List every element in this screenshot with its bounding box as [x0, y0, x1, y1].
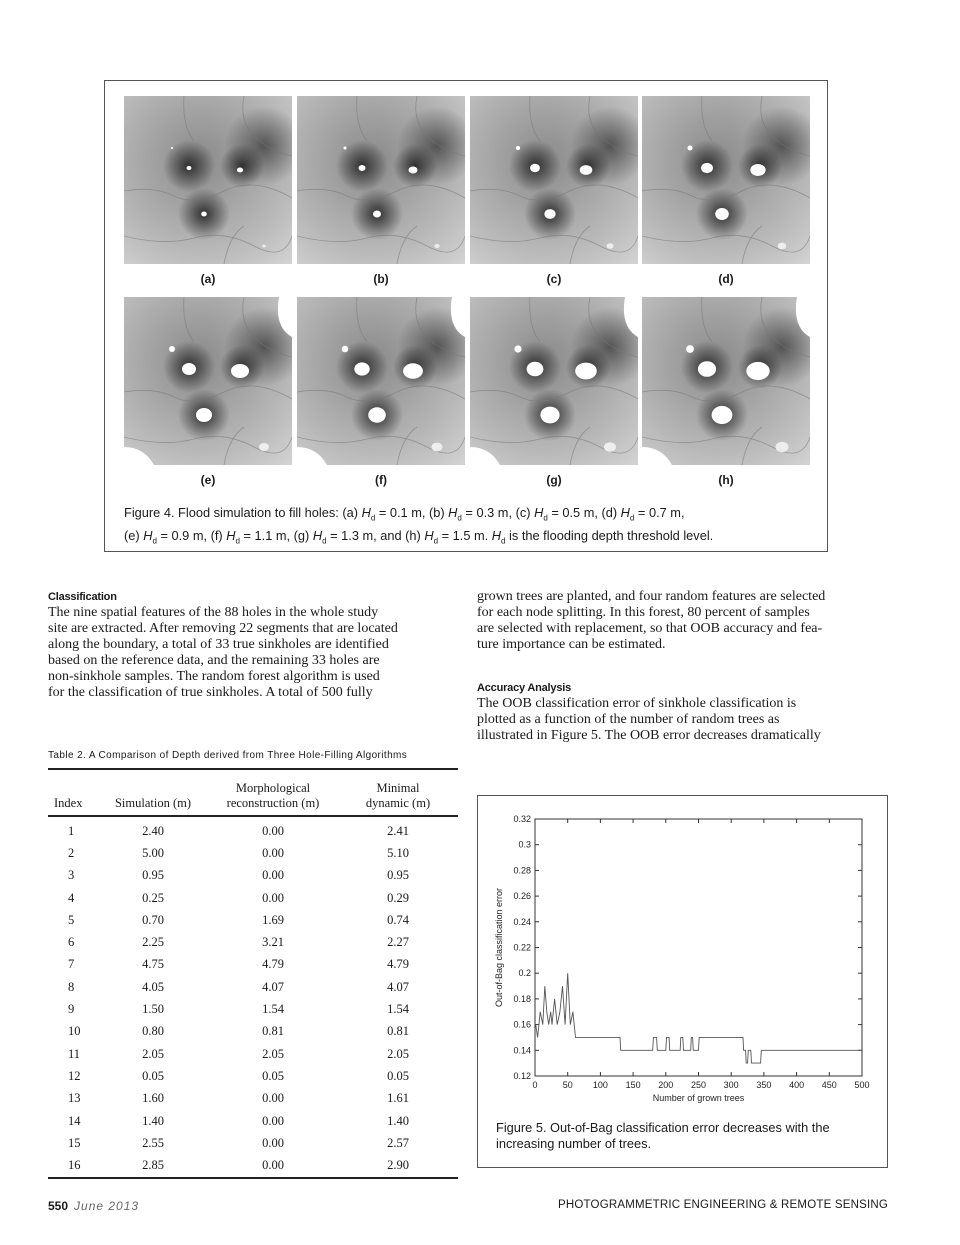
panel-label: (a)	[200, 272, 216, 286]
table-cell: 15	[68, 1135, 81, 1150]
x-tick-label: 100	[592, 1080, 608, 1090]
table-cell: 0.29	[387, 890, 409, 905]
table-row	[48, 1021, 458, 1043]
table-cell: 1.40	[387, 1113, 409, 1128]
table-cell: 0.00	[262, 845, 284, 860]
table-cell: 3	[68, 868, 75, 883]
flood-panel	[470, 96, 638, 264]
table-cell: 1.54	[387, 1002, 409, 1017]
table-cell: 0.00	[262, 868, 284, 883]
text-line: non-sinkhole samples. The random forest algorithm is used	[48, 669, 380, 684]
table-cell: 8	[68, 979, 75, 994]
caption-line: increasing number of trees.	[496, 1136, 652, 1151]
classification-paragraph	[48, 605, 460, 701]
table-cell: 12	[68, 1068, 81, 1083]
y-tick-label: 0.3	[518, 839, 531, 850]
y-tick-label: 0.12	[513, 1071, 531, 1081]
x-tick-label: 250	[690, 1080, 707, 1090]
flood-panel	[297, 96, 465, 264]
table-cell: 0.05	[142, 1068, 164, 1083]
table-cell: 0.00	[262, 823, 284, 838]
y-tick-label: 0.28	[513, 865, 531, 876]
table-row	[48, 909, 458, 931]
footer-left	[48, 1199, 139, 1213]
table-cell: 1.40	[142, 1113, 164, 1128]
table-cell: 0.70	[142, 912, 164, 927]
accuracy-analysis-heading: Accuracy Analysis	[477, 682, 572, 694]
x-axis-label: Number of grown trees	[652, 1093, 745, 1103]
table-row	[48, 1132, 458, 1154]
table-cell: 5.00	[142, 845, 164, 860]
text-line: plotted as a function of the number of random trees as	[477, 712, 780, 727]
x-tick-label: 50	[562, 1080, 573, 1090]
text-line: grown trees are planted, and four random features are selected	[477, 589, 826, 604]
table-cell: 2.25	[142, 935, 164, 950]
table-2-title: Table 2. A Comparison of Depth derived from Three Hole-Filling Algorithms	[48, 750, 408, 761]
table-cell: 2.40	[142, 823, 164, 838]
table-row	[48, 816, 458, 842]
table-2	[48, 768, 458, 1179]
table-cell: 4.75	[142, 957, 164, 972]
table-cell: 4.79	[387, 957, 409, 972]
right-column-paragraph	[477, 589, 889, 653]
y-axis-label: Out-of-Bag classification error	[494, 887, 504, 1008]
table-row	[48, 1088, 458, 1110]
caption-line: Figure 5. Out-of-Bag classification error decreases with the	[496, 1120, 830, 1135]
text-line: for each node splitting. In this forest, 80 percent of samples	[477, 605, 810, 620]
table-cell: 1.60	[142, 1091, 164, 1106]
table-row	[48, 1043, 458, 1065]
page-number: 550	[48, 1199, 69, 1213]
table-cell: 0.80	[142, 1024, 164, 1039]
text-line: The OOB classification error of sinkhole classification is	[477, 696, 797, 711]
table-cell: 2.05	[262, 1046, 284, 1061]
table-cell: 0.74	[387, 912, 409, 927]
y-tick-label: 0.18	[513, 993, 531, 1004]
table-row	[48, 931, 458, 953]
table-cell: 0.81	[387, 1024, 409, 1039]
table-row	[48, 976, 458, 998]
journal-name: PHOTOGRAMMETRIC ENGINEERING & REMOTE SENSING	[558, 1199, 888, 1211]
table-cell: 2.05	[387, 1046, 409, 1061]
x-tick-label: 350	[756, 1080, 772, 1090]
y-tick-label: 0.24	[513, 916, 531, 927]
x-tick-label: 150	[625, 1080, 641, 1090]
table-cell: 0.05	[387, 1068, 409, 1083]
text-line: site are extracted. After removing 22 segments that are located	[48, 621, 398, 636]
text-line: for the classification of true sinkholes. A total of 500 fully	[48, 685, 373, 700]
table-cell: 0.00	[262, 1091, 284, 1106]
header-simulation: Simulation (m)	[114, 796, 192, 810]
table-cell: 11	[68, 1046, 81, 1061]
table-cell: 7	[68, 957, 75, 972]
table-cell: 2.41	[387, 823, 409, 838]
text-line: ture importance can be estimated.	[477, 637, 666, 652]
table-cell: 0.00	[262, 1158, 284, 1173]
oob-error-line	[536, 973, 862, 1063]
y-tick-label: 0.22	[513, 942, 531, 953]
table-row	[48, 842, 458, 864]
classification-heading: Classification	[48, 591, 117, 603]
text-line: based on the reference data, and the remaining 33 holes are	[48, 653, 380, 668]
table-cell: 1.69	[262, 912, 284, 927]
panel-label: (f)	[375, 473, 387, 487]
table-cell: 2.05	[142, 1046, 164, 1061]
table-cell: 3.21	[262, 935, 284, 950]
table-cell: 10	[68, 1024, 81, 1039]
table-cell: 1	[68, 823, 75, 838]
text-line: The nine spatial features of the 88 holes in the whole study	[48, 605, 379, 620]
panel-label: (d)	[718, 272, 734, 286]
table-cell: 4	[68, 890, 75, 905]
x-tick-label: 300	[723, 1080, 739, 1090]
table-cell: 0.05	[262, 1068, 284, 1083]
flood-panel	[124, 297, 292, 465]
table-cell: 5	[68, 912, 75, 927]
figure-4-caption-line-2: (e) $H_d = 0.9$ m, (f) $H_d = 1.1$ m, (g) $H_d = 1.3$ m, and (h) $H_d = 1.5$ m. $H_d$ is the flooding depth threshold level.	[124, 527, 714, 546]
table-cell: 6	[68, 935, 75, 950]
panel-label: (c)	[546, 272, 562, 286]
table-cell: 13	[68, 1091, 81, 1106]
table-cell: 16	[68, 1158, 81, 1173]
flood-panel	[124, 96, 292, 264]
table-row	[48, 998, 458, 1020]
panel-label: (e)	[200, 473, 216, 487]
table-cell: 0.00	[262, 1113, 284, 1128]
accuracy-paragraph	[477, 696, 889, 744]
x-tick-label: 500	[854, 1080, 870, 1090]
y-tick-label: 0.14	[513, 1045, 531, 1056]
table-cell: 1.54	[262, 1002, 284, 1017]
issue-date: June 2013	[74, 1199, 140, 1213]
flood-panel	[470, 297, 638, 465]
panel-label: (b)	[373, 272, 389, 286]
table-cell: 4.05	[142, 979, 164, 994]
y-tick-label: 0.32	[513, 814, 531, 824]
table-cell: 4.79	[262, 957, 284, 972]
oob-error-chart	[478, 796, 887, 1116]
header-index: Index	[54, 796, 83, 810]
table-cell: 0.95	[142, 868, 164, 883]
text-line: along the boundary, a total of 33 true sinkholes are identified	[48, 637, 389, 652]
y-tick-label: 0.2	[518, 968, 531, 979]
table-cell: 2	[68, 845, 75, 860]
figure-5-caption	[496, 1120, 876, 1152]
table-cell: 9	[68, 1002, 75, 1017]
table-cell: 2.90	[387, 1158, 409, 1173]
figure-4-caption	[124, 504, 814, 549]
table-row	[48, 865, 458, 887]
y-tick-label: 0.16	[513, 1019, 531, 1030]
x-tick-label: 0	[532, 1080, 538, 1090]
table-cell: 5.10	[387, 845, 409, 860]
table-row	[48, 1065, 458, 1087]
table-cell: 0.81	[262, 1024, 284, 1039]
table-cell: 0.25	[142, 890, 164, 905]
text-line: are selected with replacement, so that OOB accuracy and fea-	[477, 621, 823, 636]
table-cell: 4.07	[262, 979, 284, 994]
text-line: illustrated in Figure 5. The OOB error decreases dramatically	[477, 728, 821, 743]
table-cell: 0.00	[262, 890, 284, 905]
flood-panel	[297, 297, 465, 465]
table-cell: 0.95	[387, 868, 409, 883]
x-tick-label: 450	[821, 1080, 837, 1090]
flood-panel	[642, 96, 810, 264]
flood-panel	[642, 297, 810, 465]
table-cell: 1.61	[387, 1091, 409, 1106]
x-tick-label: 200	[658, 1080, 674, 1090]
table-row	[48, 954, 458, 976]
table-row	[48, 1110, 458, 1132]
table-cell: 4.07	[387, 979, 409, 994]
table-cell: 1.50	[142, 1002, 164, 1017]
table-cell: 2.57	[387, 1135, 409, 1150]
table-header-row	[48, 769, 458, 816]
table-row	[48, 1154, 458, 1177]
y-tick-label: 0.26	[513, 891, 531, 902]
x-tick-label: 400	[789, 1080, 805, 1090]
figure-4-caption-line-1: Figure 4. Flood simulation to fill holes: (a) $H_d = 0.1$ m, (b) $H_d = 0.3$ m, (c) $H_d = 0.5$ m, (d) $H_d = 0.7$ m,	[124, 505, 685, 523]
table-body	[48, 816, 458, 1178]
table-cell: 2.27	[387, 935, 409, 950]
table-row	[48, 887, 458, 909]
table-cell: 2.85	[142, 1158, 164, 1173]
table-cell: 2.55	[142, 1135, 164, 1150]
header-minimal-dynamic: Minimal dynamic (m)	[365, 781, 431, 810]
panel-label: (g)	[546, 473, 562, 487]
header-morphological: Morphological reconstruction (m)	[226, 781, 320, 810]
table-cell: 0.00	[262, 1135, 284, 1150]
table-cell: 14	[68, 1113, 81, 1128]
panel-label: (h)	[718, 473, 734, 487]
